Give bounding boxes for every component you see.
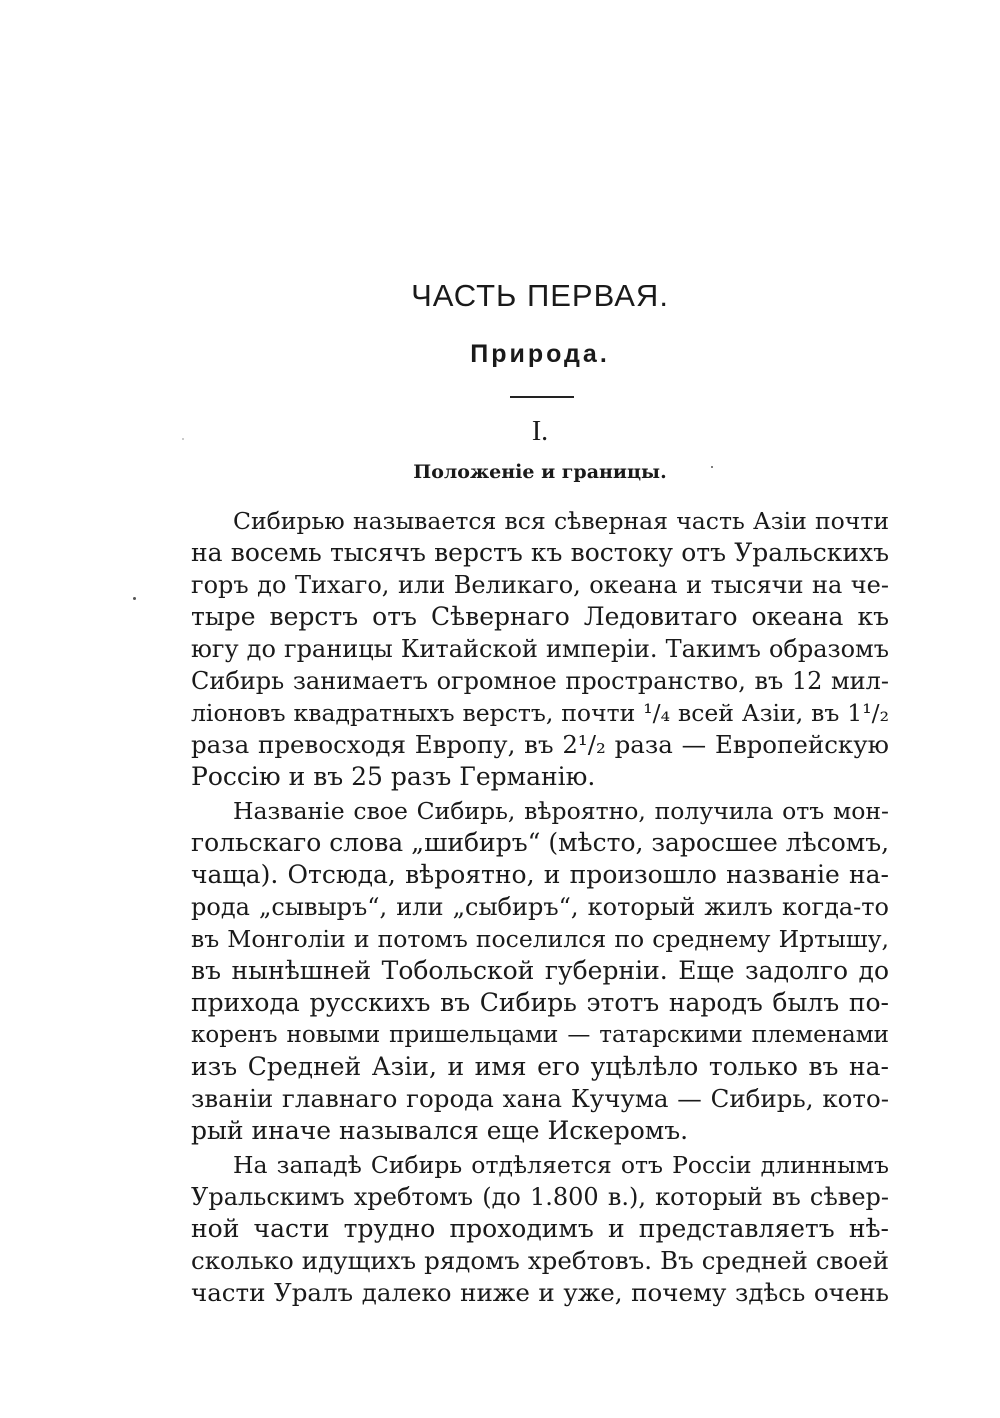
text-line: чаща). Отсюда, вѣроятно, и произошло названіе на-: [191, 860, 889, 889]
text-line: сколько идущихъ рядомъ хребтовъ. Въ средней своей: [191, 1246, 889, 1275]
chapter-number: I.: [531, 416, 549, 447]
text-line: горъ до Тихаго, или Великаго, океана и тысячи на че-: [191, 571, 889, 599]
text-line: въ нынѣшней Тобольской губерніи. Еще задолго до: [191, 956, 889, 985]
text-line: Сибирь занимаетъ огромное пространство, въ 12 мил-: [191, 667, 889, 695]
text-line: раза превосходя Европу, въ 2¹/₂ раза — Европейскую: [191, 730, 889, 759]
text-line: ной части трудно проходимъ и представляетъ нѣ-: [191, 1214, 889, 1243]
text-line: ліоновъ квадратныхъ верстъ, почти ¹/₄ всей Азіи, въ 1¹/₂: [191, 699, 889, 727]
section-title: Природа.: [470, 340, 610, 368]
text-line: прихода русскихъ въ Сибирь этотъ народъ былъ по-: [191, 988, 889, 1017]
text-line: югу до границы Китайской имперіи. Такимъ образомъ: [191, 635, 889, 663]
text-line: коренъ новыми пришельцами — татарскими племенами: [191, 1022, 889, 1048]
text-line: рый иначе назывался еще Искеромъ.: [191, 1116, 689, 1145]
scan-speck: [182, 438, 184, 440]
text-line: На западѣ Сибирь отдѣляется отъ Россіи длиннымъ: [233, 1151, 889, 1179]
text-line: Россію и въ 25 разъ Германію.: [191, 762, 596, 791]
part-title: ЧАСТЬ ПЕРВАЯ.: [411, 278, 669, 313]
text-line: Уральскимъ хребтомъ (до 1.800 в.), который въ сѣвер-: [191, 1183, 889, 1211]
text-line: Названіе свое Сибирь, вѣроятно, получила отъ мон-: [233, 797, 889, 825]
divider-rule: [510, 396, 574, 398]
text-line: тыре верстъ отъ Сѣвернаго Ледовитаго океана къ: [191, 602, 889, 631]
text-line: въ Монголіи и потомъ поселился по среднему Иртышу,: [191, 925, 889, 953]
text-line: части Уралъ далеко ниже и уже, почему здѣсь очень: [191, 1278, 889, 1307]
text-line: гольскаго слова „шибиръ“ (мѣсто, заросшее лѣсомъ,: [191, 828, 890, 857]
text-line: на восемь тысячъ верстъ къ востоку отъ Уральскихъ: [191, 538, 889, 567]
chapter-title: Положеніе и границы.: [413, 461, 667, 483]
text-line: рода „сывыръ“, или „сыбиръ“, который жилъ когда-то: [191, 893, 889, 921]
text-line: званіи главнаго города хана Кучума — Сибирь, кото-: [191, 1084, 889, 1113]
scan-speck: [711, 466, 713, 468]
scan-speck: [133, 597, 136, 600]
text-line: изъ Средней Азіи, и имя его уцѣлѣло только въ на-: [191, 1052, 889, 1081]
text-line: Сибирью называется вся сѣверная часть Азіи почти: [233, 507, 889, 535]
